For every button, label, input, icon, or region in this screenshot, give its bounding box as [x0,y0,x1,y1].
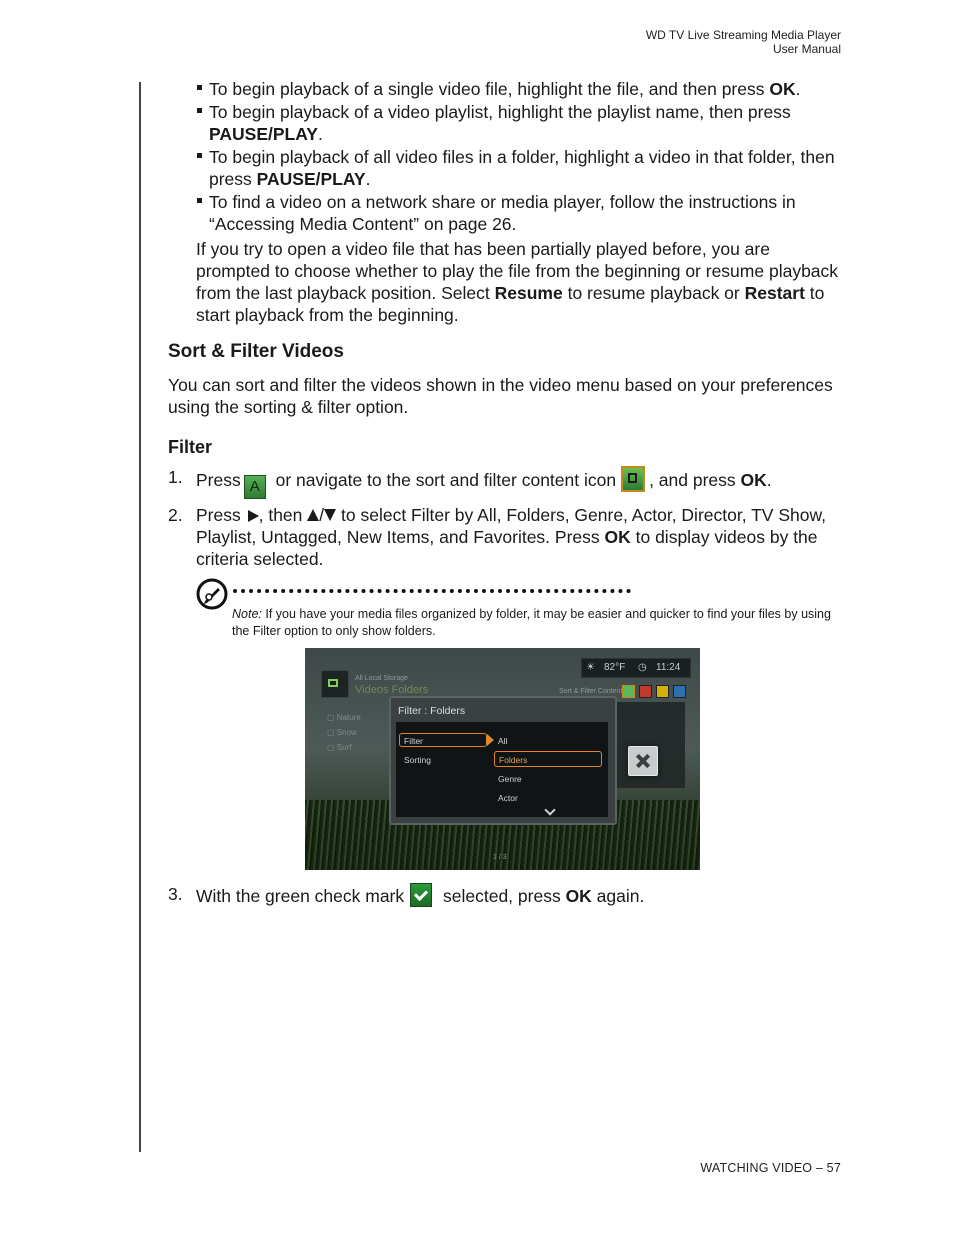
sidebar-item: ▢ Snow [327,728,357,737]
genre-option[interactable]: Genre [498,774,522,784]
header-title: WD TV Live Streaming Media Player [645,28,841,42]
green-check-mark-icon [410,883,432,907]
up-arrow-icon [307,509,319,521]
close-icon[interactable] [628,746,658,776]
note-pencil-icon [196,578,228,610]
actor-option[interactable]: Actor [498,793,518,803]
list-item: To begin playback of a single video file, highlight the file, and then press OK. [196,78,844,100]
list-item: To begin playback of a video playlist, highlight the playlist name, then press PAUSE/PLAY. [196,101,844,145]
chevron-down-icon[interactable] [544,804,555,815]
list-item: To begin playback of all video files in a folder, highlight a video in that folder, then press PAUSE/PLAY. [196,146,844,190]
running-header [646,28,841,56]
step-2: 2. Press , then / to select Filter by All, Folders, Genre, Actor, Director, TV Show, Playlist, Untagged, New Items, and Favorites. Press OK to display videos by the criteria selected. [168,505,827,569]
sun-icon: ☀ [586,662,595,673]
page-footer: WATCHING VIDEO – 57 [700,1161,841,1175]
option-button-a-icon: A [244,475,266,499]
folder-icon: ▢ [327,743,335,752]
temperature: 82°F [604,662,626,673]
sort-filter-content-icon [621,466,645,492]
main-content [168,78,844,575]
playback-bullet-list [196,78,844,235]
clock-time: 11:24 [656,662,681,673]
status-bar [581,658,691,678]
breadcrumb: All Local Storage [355,675,408,682]
clock-icon: ◷ [638,662,647,673]
resume-paragraph: If you try to open a video file that has been partially played before, you are prompted to choose whether to play the file from the beginning or resume playback from the last playback position. Select Resume to resume playback or Restart to start playback from the beginning. [196,239,839,325]
filter-dialog-screenshot [305,648,700,870]
filter-option[interactable]: Filter [399,733,487,747]
sidebar-item: ▢ Surf [327,743,352,752]
yellow-button-icon [656,685,669,698]
margin-rule [139,82,141,1152]
step-number: 3. [168,884,183,904]
sidebar-item: ▢ Nature [327,713,361,722]
all-option[interactable]: All [498,736,508,746]
section-intro: You can sort and filter the videos shown in the video menu based on your preferences using the sorting & filter option. [168,375,833,417]
sorting-option[interactable]: Sorting [404,755,431,765]
page-indicator: 1 / 3 [493,854,507,861]
header-subtitle: User Manual [772,42,841,56]
note-text: Note: If you have your media files organized by folder, it may be easier and quicker to find your files by using the Filter option to only show folders. [232,607,831,638]
sort-filter-icon [622,685,635,698]
folder-icon: ▢ [327,713,335,722]
step-1: 1. Press A or navigate to the sort and filter content icon , and press OK. [168,466,844,499]
filter-dialog [389,696,617,825]
right-arrow-icon [248,510,259,522]
step-number: 2. [168,505,183,525]
down-arrow-icon [324,509,336,521]
red-button-icon [639,685,652,698]
step-number: 1. [168,467,183,487]
dialog-options [396,722,608,817]
dialog-title: Filter : Folders [398,705,466,717]
section-title: Sort & Filter Videos [168,341,344,362]
note-divider [233,589,631,593]
list-item: To find a video on a network share or media player, follow the instructions in “Accessing Media Content” on page 26. [196,191,844,235]
screen-title: Videos Folders [355,684,429,696]
video-app-icon [321,670,349,698]
sort-filter-label: Sort & Filter Content [559,688,623,695]
folder-icon: ▢ [327,728,335,737]
folders-option[interactable]: Folders [494,751,602,767]
blue-button-icon [673,685,686,698]
step-3: 3. With the green check mark selected, press OK again. [168,884,645,906]
subsection-title: Filter [168,437,213,457]
